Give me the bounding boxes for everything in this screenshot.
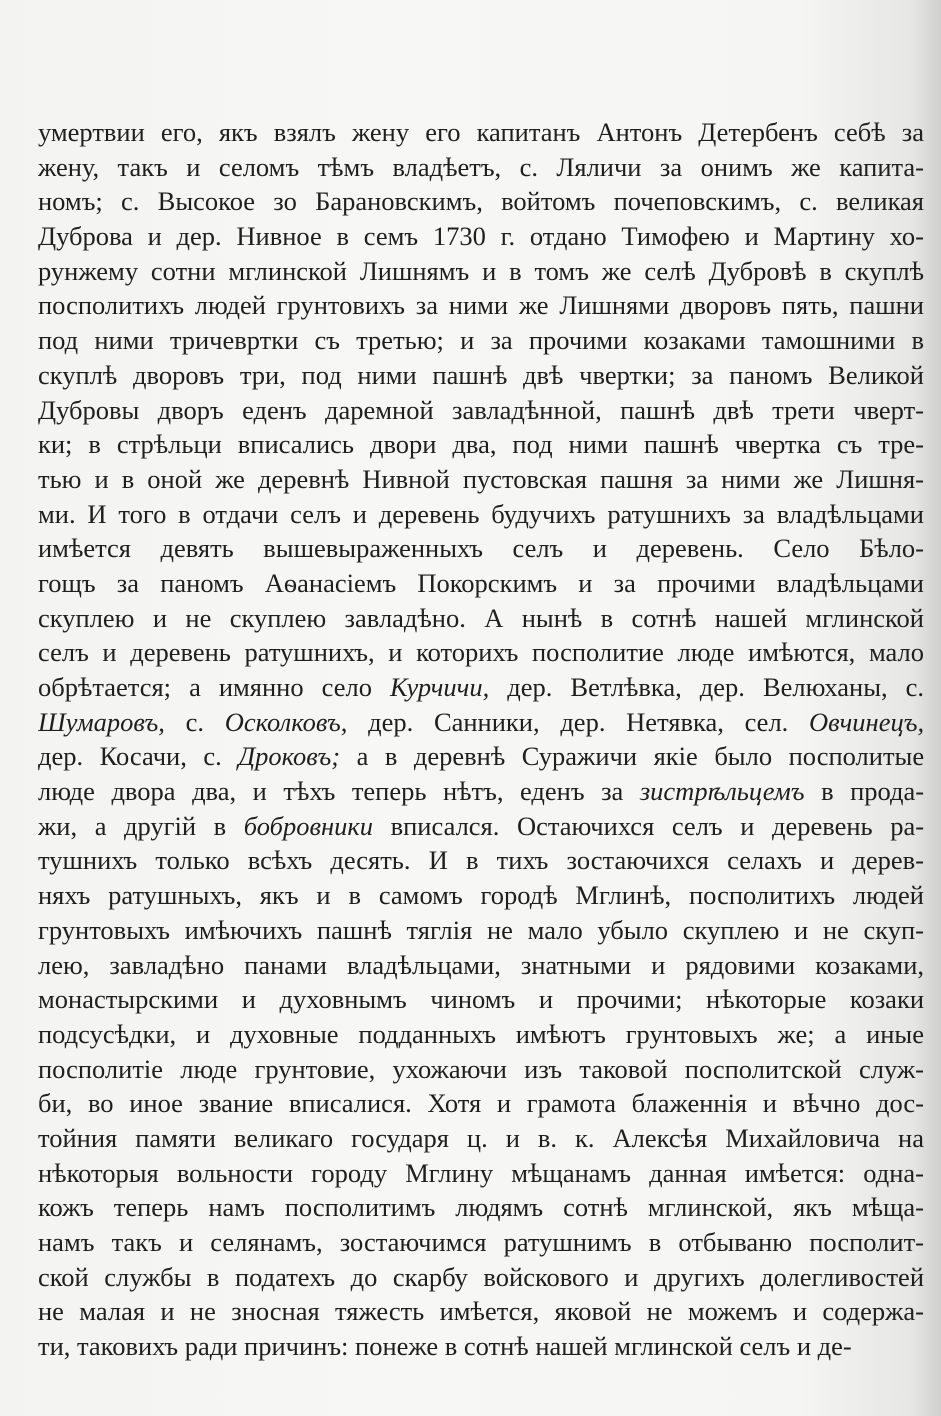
text-line: тойния памяти великаго государя ц. и в. к. Алексѣя Михайловича на	[38, 1122, 924, 1153]
italic-word: Шумаровъ,	[38, 706, 165, 737]
italic-word: Овчинецъ,	[809, 706, 924, 737]
text-line: намъ такъ и селянамъ, зостаючимся ратушнимъ в отбываню посполит-	[38, 1227, 924, 1257]
text-line: жену, такъ и селомъ тѣмъ владѣетъ, с. Ляличи за онимъ же капита-	[38, 151, 924, 182]
text-line: грунтовыхъ имѣючихъ пашнѣ тяглія не мало убыло скуплею и не скуп-	[38, 914, 924, 945]
text-line: подсусѣдки, и духовные подданныхъ имѣютъ грунтовыхъ же; а иные	[38, 1018, 924, 1049]
text-line: жи, а другій в бобровники вписался. Остаючихся селъ и деревень ра-	[38, 810, 924, 841]
text-line: посполитихъ людей грунтовихъ за ними же Лишнями дворовъ пять, пашни	[38, 290, 924, 321]
text-line: рунжему сотни мглинской Лишнямъ и в томъ же селѣ Дубровѣ в скуплѣ	[38, 255, 924, 286]
italic-word: бобровники	[243, 810, 374, 841]
body-text	[38, 115, 924, 1364]
text-line: селъ и деревень ратушнихъ, и которихъ посполитие люде имѣются, мало	[38, 637, 924, 668]
text-line: дер. Косачи, с. Дроковъ; а в деревнѣ Суражичи якіе было посполитые	[38, 741, 924, 772]
text-line: би, во иное звание вписалися. Хотя и грамота блаженнія и вѣчно дос-	[38, 1088, 924, 1119]
text-line: Шумаровъ, с. Осколковъ, дер. Санники, дер. Нетявка, сел. Овчинецъ,	[38, 706, 924, 737]
italic-word: Дроковъ;	[238, 741, 341, 772]
text-line: скуплѣ дворовъ три, под ними пашнѣ двѣ чвертки; за паномъ Великой	[38, 359, 924, 390]
text-line: лею, завладѣно панами владѣльцами, знатными и рядовими козаками,	[38, 949, 924, 980]
text-line: посполитіе люде грунтовие, ухожаючи изъ таковой посполитской служ-	[38, 1053, 924, 1084]
text-line: Дуброва и дер. Нивное в семъ 1730 г. отдано Тимофею и Мартину хо-	[38, 221, 924, 252]
text-line: скуплею и не скуплею завладѣно. А нынѣ в сотнѣ нашей мглинской	[38, 602, 924, 633]
text-line: под ними тричевртки съ третью; и за прочими козаками тамошними в	[38, 325, 924, 356]
text-line: гощъ за паномъ Аѳанасіемъ Покорскимъ и за прочими владѣльцами	[38, 567, 924, 598]
text-line: кожъ теперь намъ посполитимъ людямъ сотнѣ мглинской, якъ мѣща-	[38, 1192, 924, 1223]
text-line: монастырскими и духовнымъ чиномъ и прочими; нѣкоторые козаки	[38, 984, 924, 1015]
text-line: номъ; с. Высокое зо Барановскимъ, войтомъ почеповскимъ, с. великая	[38, 186, 924, 217]
text-line: ми. И того в отдачи селъ и деревень будучихъ ратушнихъ за владѣльцами	[38, 498, 924, 529]
text-line: нѣкоторыя вольности городу Мглину мѣщанамъ данная имѣется: одна-	[38, 1157, 924, 1188]
italic-word: Курчичи,	[390, 672, 490, 702]
text-line: Дубровы дворъ еденъ даремной завладѣнной, пашнѣ двѣ трети чверт-	[38, 394, 924, 425]
text-line: тушнихъ только всѣхъ десять. И в тихъ зостаючихся селахъ и дерев-	[38, 845, 924, 876]
text-line: обрѣтается; а имянно село Курчичи, дер. Ветлѣвка, дер. Велюханы, с.	[38, 672, 924, 702]
italic-word: Осколковъ,	[224, 706, 348, 737]
text-line: люде двора два, и тѣхъ теперь нѣтъ, еденъ за зистрѣльцемъ в прода-	[38, 776, 924, 807]
text-line: няхъ ратушныхъ, якъ и в самомъ городѣ Мглинѣ, посполитихъ людей	[38, 880, 924, 911]
text-line: ти, таковихъ ради причинъ: понеже в сотнѣ нашей мглинской селъ и де-	[38, 1331, 852, 1362]
text-line: имѣется девять вышевыраженныхъ селъ и деревень. Село Бѣло-	[38, 533, 924, 564]
text-line: ской службы в податехъ до скарбу войскового и другихъ долегливостей	[38, 1261, 924, 1292]
text-line: тью и в оной же деревнѣ Нивной пустовская пашня за ними же Лишня-	[38, 463, 924, 494]
text-line: ки; в стрѣльци вписались двори два, под ними пашнѣ чвертка съ тре-	[38, 429, 924, 460]
text-line: не малая и не зносная тяжесть имѣется, яковой не можемъ и содержа-	[38, 1296, 924, 1327]
italic-word: зистрѣльцемъ	[639, 776, 805, 807]
text-line: умертвии его, якъ взялъ жену его капитанъ Антонъ Детербенъ себѣ за	[38, 117, 924, 147]
